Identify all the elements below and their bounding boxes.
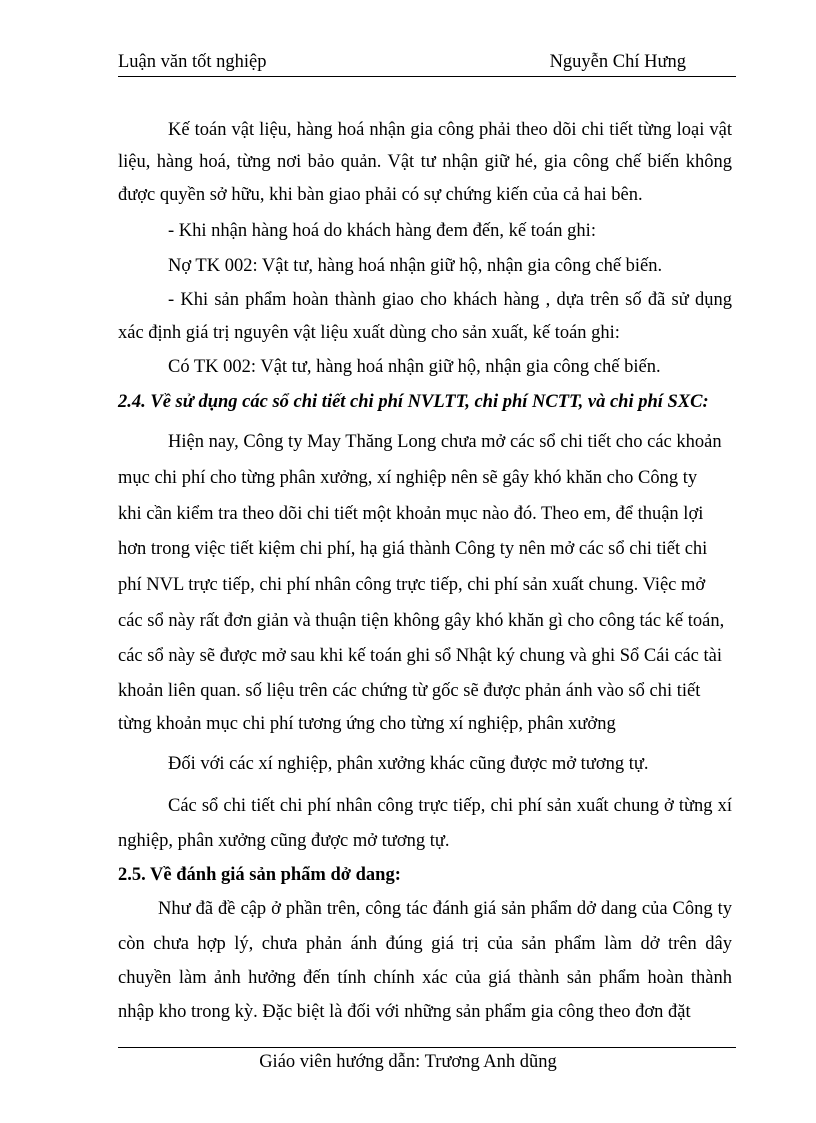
text-line: từng khoản mục chi phí tương ứng cho từng xí nghiệp, phân xưởng xyxy=(118,714,616,734)
section-heading-2-5: 2.5. Về đánh giá sản phẩm dở dang: xyxy=(118,865,401,885)
text-line: liệu, hàng hoá, từng nơi bảo quản. Vật tư nhận giữ hé, gia công chế biến không xyxy=(118,152,732,172)
section-heading-2-4: 2.4. Về sử dụng các sổ chi tiết chi phí NVLTT, chi phí NCTT, và chi phí SXC: xyxy=(118,392,709,412)
text-line: được quyền sở hữu, khi bàn giao phải có sự chứng kiến của cả hai bên. xyxy=(118,185,643,205)
text-line: Hiện nay, Công ty May Thăng Long chưa mở các sổ chi tiết cho các khoản xyxy=(168,432,722,452)
text-line: - Khi sản phẩm hoàn thành giao cho khách hàng , dựa trên số đã sử dụng xyxy=(168,290,732,310)
text-line: mục chi phí cho từng phân xưởng, xí nghiệp nên sẽ gây khó khăn cho Công ty xyxy=(118,468,698,488)
text-line: Đối với các xí nghiệp, phân xưởng khác cũng được mở tương tự. xyxy=(168,754,649,774)
text-line: Như đã đề cập ở phần trên, công tác đánh giá sản phẩm dở dang của Công ty xyxy=(158,899,732,919)
text-line: khi cần kiểm tra theo dõi chi tiết một khoản mục nào đó. Theo em, để thuận lợi xyxy=(118,504,704,524)
page-footer: Giáo viên hướng dẫn: Trương Anh dũng xyxy=(259,1052,557,1072)
text-line: nghiệp, phân xưởng cũng được mở tương tự. xyxy=(118,831,450,851)
text-line: - Khi nhận hàng hoá do khách hàng đem đến, kế toán ghi: xyxy=(168,221,596,241)
text-line: các sổ này rất đơn giản và thuận tiện không gây khó khăn gì cho công tác kế toán, xyxy=(118,611,725,631)
page-header xyxy=(118,50,736,77)
text-line: hơn trong việc tiết kiệm chi phí, hạ giá thành Công ty nên mở các sổ chi tiết chi xyxy=(118,539,708,559)
header-author: Nguyễn Chí Hưng xyxy=(549,52,686,72)
header-thesis-title: Luận văn tốt nghiệp xyxy=(118,52,267,72)
text-line: Nợ TK 002: Vật tư, hàng hoá nhận giữ hộ, nhận gia công chế biến. xyxy=(168,256,663,276)
text-line: nhập kho trong kỳ. Đặc biệt là đối với những sản phẩm gia công theo đơn đặt xyxy=(118,1002,691,1022)
footer-rule xyxy=(118,1047,736,1048)
text-line: Kế toán vật liệu, hàng hoá nhận gia công phải theo dõi chi tiết từng loại vật xyxy=(168,120,732,140)
text-line: xác định giá trị nguyên vật liệu xuất dùng cho sản xuất, kế toán ghi: xyxy=(118,323,620,343)
text-line: phí NVL trực tiếp, chi phí nhân công trực tiếp, chi phí sản xuất chung. Việc mở xyxy=(118,575,706,595)
text-line: còn chưa hợp lý, chưa phản ánh đúng giá trị của sản phẩm làm dở trên dây xyxy=(118,934,732,954)
text-line: khoản liên quan. số liệu trên các chứng từ gốc sẽ được phản ánh vào sổ chi tiết xyxy=(118,681,701,701)
text-line: Có TK 002: Vật tư, hàng hoá nhận giữ hộ, nhận gia công chế biến. xyxy=(168,357,661,377)
text-line: Các sổ chi tiết chi phí nhân công trực tiếp, chi phí sản xuất chung ở từng xí xyxy=(168,796,732,816)
text-line: chuyền làm ảnh hưởng đến tính chính xác của giá thành sản phẩm hoàn thành xyxy=(118,968,732,988)
text-line: các sổ này sẽ được mở sau khi kế toán ghi sổ Nhật ký chung và ghi Sổ Cái các tài xyxy=(118,646,722,666)
